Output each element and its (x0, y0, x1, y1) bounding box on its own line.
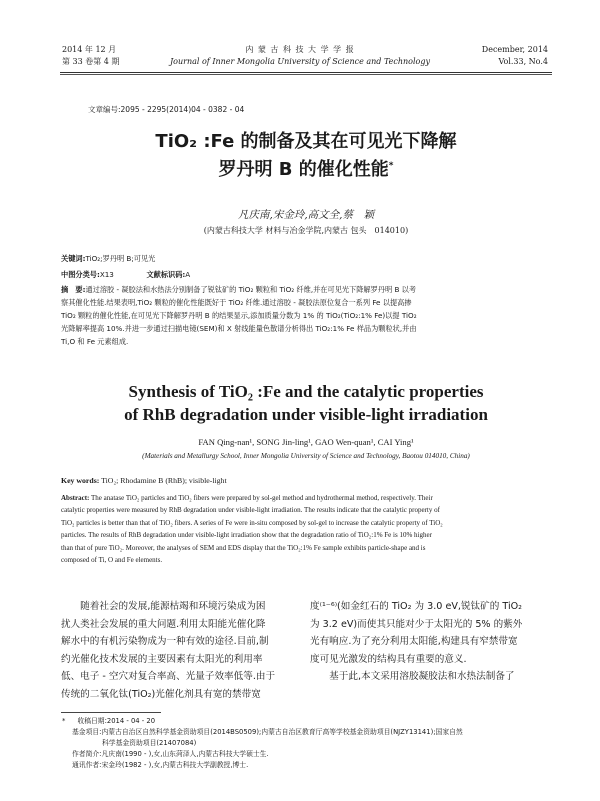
title-footnote-mark: * (388, 161, 394, 171)
abstract-cn (61, 283, 551, 348)
doc-code-value: A (185, 270, 191, 279)
header-vol: Vol.33, No.4 (498, 57, 548, 66)
abstract-en-line: than that of pure TiO₂. Moreover, the analyses of SEM and EDS display that the TiO₂:1% Fe sample exhibits particle-shape and is (61, 543, 426, 552)
footnote-funding-cont: 科学基金资助项目(21407084) (102, 739, 197, 747)
affiliation-cn: (内蒙古科技大学 材料与冶金学院,内蒙古 包头 014010) (203, 226, 409, 235)
abstract-cn-line: 光降解率提高 10%.并进一步通过扫描电镜(SEM)和 X 射线能量色散谱分析得出 TiO₂:1% Fe 样品为颗粒状,并由 (61, 324, 417, 333)
footnote-funding: 基金项目:内蒙古自治区自然科学基金资助项目(2014BS0509);内蒙古自治区教育厅高等学校基金资助项目(NJZY13141);国家自然 (72, 728, 463, 736)
abstract-en-line: particles. The results of RhB degradation under visible-light irradiation show that the degradation ratio of TiO₂:1% Fe is 10% higher (61, 531, 432, 540)
body-line: 度可见光激发的结构具有重要的意义. (310, 653, 467, 665)
title-cn-line1: TiO₂ :Fe 的制备及其在可见光下降解 (155, 131, 457, 152)
header-month: December, 2014 (481, 45, 548, 54)
header-rule-thin (60, 74, 552, 75)
header-rule (60, 72, 552, 73)
abstract-cn-text: 通过溶胶 - 凝胶法和水热法分别制备了锐钛矿的 TiO₂ 颗粒和 TiO₂ 纤维,并在可见光下降解罗丹明 B 以考 (85, 285, 417, 294)
abstract-cn-line (61, 283, 551, 296)
body-line: 为 3.2 eV)而使其只能对少于太阳光的 5% 的紫外 (310, 618, 523, 630)
footnote-line (62, 716, 552, 727)
body-line: 传统的二氧化钛(TiO₂)光催化剂具有宽的禁带宽 (61, 688, 261, 700)
doc-code-label: 文献标识码: (146, 270, 186, 279)
body-line: 光有响应.为了充分利用太阳能,构建具有窄禁带宽 (310, 636, 518, 647)
keywords-en-label: Key words: (61, 476, 100, 485)
footnote-corresponding: 通讯作者:宋金玲(1982 - ),女,内蒙古科技大学副教授,博士. (72, 761, 249, 769)
body-line: 基于此,本文采用溶胶凝胶法和水热法制备了 (310, 671, 515, 682)
keywords-en: TiO₂; Rhodamine B (RhB); visible-light (101, 476, 227, 485)
title-cn (60, 130, 552, 182)
abstract-cn-label: 摘 要: (61, 285, 86, 294)
title-en-line2: of RhB degradation under visible-light irradiation (124, 405, 488, 424)
journal-name-cn: 内 蒙 古 科 技 大 学 学 报 (245, 45, 355, 54)
body-line: 解水中的有机污染物成为一种有效的途径.目前,制 (61, 636, 269, 647)
keywords-cn-row (61, 252, 155, 265)
abstract-en-text: The anatase TiO₂ particles and TiO₂ fibers were prepared by sol-gel method and hydrothermal method, respectively. Their (91, 494, 433, 502)
header-date (62, 44, 119, 68)
article-number: 文章编号:2095 - 2295(2014)04 - 0382 - 04 (88, 105, 245, 114)
abstract-en-label: Abstract: (61, 494, 90, 502)
abstract-en-line: catalytic properties were measured by RhB degradation under visible-light irradiation. The results indicate that the catalytic property of (61, 506, 440, 515)
body-line: 低、电子 - 空穴对复合率高、光量子效率低等.由于 (61, 671, 276, 682)
header-issue (482, 44, 548, 68)
abstract-en (61, 492, 551, 566)
title-en (60, 380, 552, 426)
header-volume-line: 第 33 卷第 4 期 (62, 57, 120, 66)
body-left-column (61, 598, 303, 703)
keywords-cn: TiO₂;罗丹明 B;可见光 (85, 254, 156, 263)
classification-row (61, 268, 190, 281)
keywords-cn-label: 关键词: (61, 254, 86, 263)
abstract-en-line: TiO₂ particles is better than that of TiO₂ fibers. A series of Fe were in-situ composed by sol-gel to increase the catalytic property of TiO₂ (61, 518, 443, 527)
abstract-en-line: composed of Ti, O and Fe elements. (61, 556, 163, 565)
body-line: 随着社会的发展,能源枯竭和环境污染成为困 (61, 601, 266, 612)
abstract-cn-line: 察其催化性能.结果表明,TiO₂ 颗粒的催化性能既好于 TiO₂ 纤维.通过溶胶 - 凝胶法原位复合一系列 Fe 以提高掺 (61, 298, 412, 307)
title-cn-line2-wrap (60, 154, 552, 182)
authors-en: FAN Qing-nan¹, SONG Jin-ling¹, GAO Wen-quan¹, CAI Ying¹ (198, 437, 414, 447)
footnote-rule (61, 712, 161, 713)
clc-label: 中图分类号: (61, 270, 100, 279)
body-line: 约光催化技术发展的主要因素有太阳光的利用率 (61, 653, 263, 665)
footnote-received: 收稿日期:2014 - 04 - 20 (77, 717, 156, 725)
footnote-author: 作者简介:凡庆南(1990 - ),女,山东菏泽人,内蒙古科技大学硕士生. (72, 750, 269, 758)
body-line: 扰人类社会发展的重大问题.利用太阳能光催化降 (61, 618, 266, 630)
clc-value: X13 (99, 270, 114, 279)
title-cn-line2: 罗丹明 B 的催化性能 (218, 159, 389, 180)
header-date-line: 2014 年 12 月 (62, 45, 117, 54)
body-line: 度⁽¹⁻⁶⁾(如金红石的 TiO₂ 为 3.0 eV,锐钛矿的 TiO₂ (310, 601, 523, 612)
abstract-cn-line: TiO₂ 颗粒的催化性能,在可见光下降解罗丹明 B 的结果显示,添加质量分数为 1% 的 TiO₂(TiO₂:1% Fe)以提 TiO₂ (61, 311, 417, 320)
authors-cn: 凡庆南,宋金玲,高文全,蔡 颖 (237, 209, 374, 221)
body-right-column (310, 598, 552, 686)
journal-name-en: Journal of Inner Mongolia University of Science and Technology (169, 57, 431, 66)
abstract-cn-line: Ti,O 和 Fe 元素组成. (61, 337, 129, 346)
footnote-mark: * (62, 717, 66, 725)
footnotes (62, 716, 552, 771)
affiliation-en: (Materials and Metallurgy School, Inner Mongolia University of Science and Technology, Baotou 014010, China) (142, 452, 470, 460)
keywords-en-row (61, 476, 227, 485)
header-journal (150, 44, 450, 68)
abstract-en-line (61, 492, 551, 504)
title-en-line1: Synthesis of TiO₂ :Fe and the catalytic properties (128, 382, 484, 401)
